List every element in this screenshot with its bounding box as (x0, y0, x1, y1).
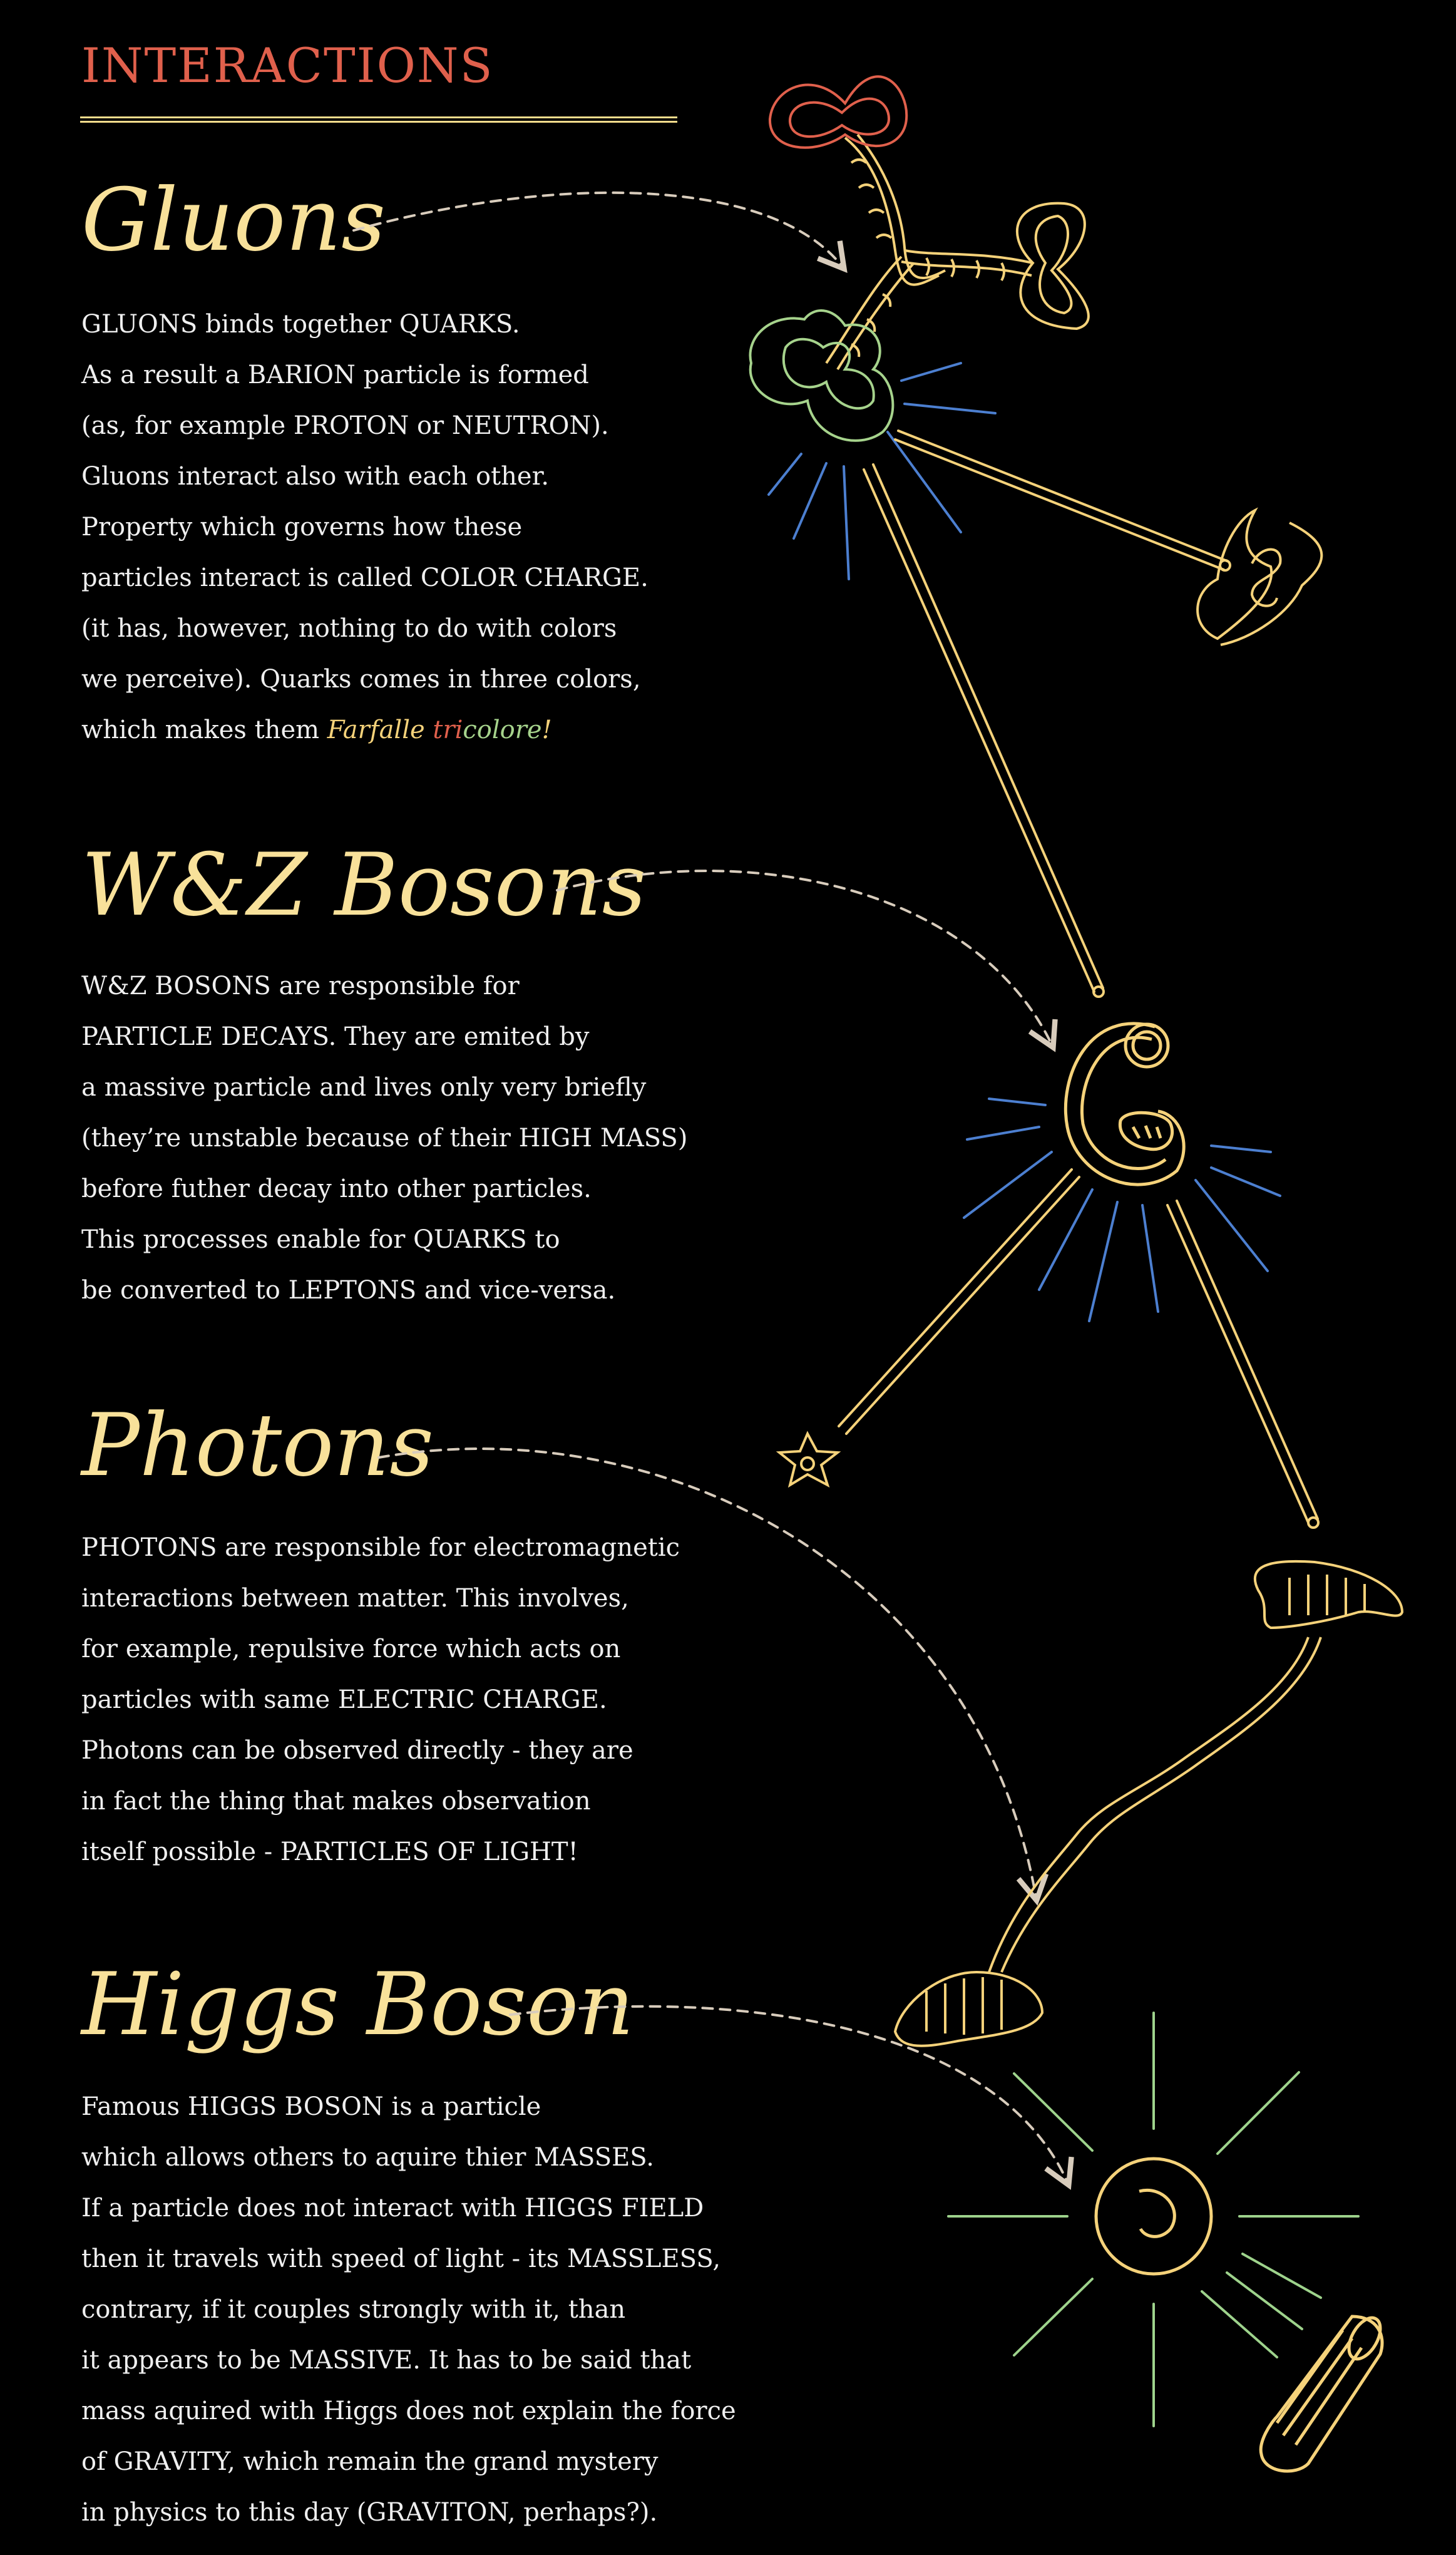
photons-title: Photons (81, 1395, 434, 1496)
yellow-farfalle (1017, 203, 1089, 329)
text-line: W&Z BOSONS are responsible for (81, 972, 520, 1000)
text-line: of GRAVITY, which remain the grand mystery (81, 2447, 659, 2476)
gluon-line-right (895, 431, 1230, 570)
arrow-gluons (354, 193, 842, 266)
green-farfalle (750, 311, 893, 441)
wz-title: W&Z Bosons (81, 835, 647, 935)
text-line: in fact the thing that makes observation (81, 1787, 591, 1816)
text-line: for example, repulsive force which acts on (81, 1635, 621, 1663)
gluons-title: Gluons (81, 170, 386, 270)
text-line: which allows others to aquire thier MASSES. (81, 2143, 654, 2172)
penne-pasta (1261, 2313, 1387, 2471)
twisted-gluon-pasta (826, 135, 1033, 369)
text-line: (they’re unstable because of their HIGH MASS) (81, 1124, 688, 1153)
red-farfalle (770, 76, 906, 147)
text-line: it appears to be MASSIVE. It has to be said that (81, 2346, 692, 2375)
text-line: particles interact is called COLOR CHARGE. (81, 563, 649, 592)
tricolore-green: colore (463, 716, 542, 744)
text-line: particles with same ELECTRIC CHARGE. (81, 1685, 607, 1714)
text-line: PARTICLE DECAYS. They are emited by (81, 1022, 590, 1051)
propagator-line (864, 465, 1104, 997)
text-line: As a result a BARION particle is formed (81, 361, 589, 389)
text-line: Property which governs how these (81, 513, 523, 542)
text-line: interactions between matter. This involves, (81, 1584, 629, 1613)
ring-pasta (1096, 2159, 1211, 2274)
text-line: Famous HIGGS BOSON is a particle (81, 2092, 541, 2121)
text-line: be converted to LEPTONS and vice-versa. (81, 1276, 616, 1305)
text-line: GLUONS binds together QUARKS. (81, 310, 520, 339)
text-line: before futher decay into other particles. (81, 1175, 592, 1203)
arrow-photons (379, 1449, 1036, 1897)
text-line: If a particle does not interact with HIGGS FIELD (81, 2194, 704, 2223)
section-label: INTERACTIONS (81, 38, 494, 93)
hook-pasta (1065, 1024, 1184, 1185)
farfalle-word: Farfalle (327, 716, 425, 744)
text-line: in physics to this day (GRAVITON, perhaps?). (81, 2498, 658, 2527)
tricolore-red: tri (433, 716, 463, 744)
text-line: mass aquired with Higgs does not explain the force (81, 2397, 736, 2425)
higgs-title: Higgs Boson (81, 1954, 635, 2055)
higgs-rays (948, 2013, 1358, 2426)
text-line: (it has, however, nothing to do with colors (81, 614, 617, 643)
text-line: itself possible - PARTICLES OF LIGHT! (81, 1838, 578, 1866)
yellow-farfalle-2 (1197, 510, 1321, 645)
decay-lines (839, 1170, 1318, 1528)
arrow-wz (557, 871, 1052, 1044)
text-line: Gluons interact also with each other. (81, 462, 550, 491)
gluon-rays (769, 363, 995, 579)
text-line: Photons can be observed directly - they are (81, 1736, 633, 1765)
text-line: we perceive). Quarks comes in three colors, (81, 665, 641, 694)
text-line: contrary, if it couples strongly with it, than (81, 2295, 626, 2324)
text-line: a massive particle and lives only very briefly (81, 1073, 647, 1102)
text-fragment: which makes them (81, 716, 327, 744)
star-pasta (779, 1434, 838, 1485)
exclamation: ! (541, 716, 552, 744)
text-line: then it travels with speed of light - its MASSLESS, (81, 2244, 721, 2273)
text-line: This processes enable for QUARKS to (81, 1225, 560, 1254)
text-line: PHOTONS are responsible for electromagnetic (81, 1533, 680, 1562)
text-line: (as, for example PROTON or NEUTRON). (81, 411, 609, 440)
mushroom-pasta (895, 1561, 1402, 2046)
